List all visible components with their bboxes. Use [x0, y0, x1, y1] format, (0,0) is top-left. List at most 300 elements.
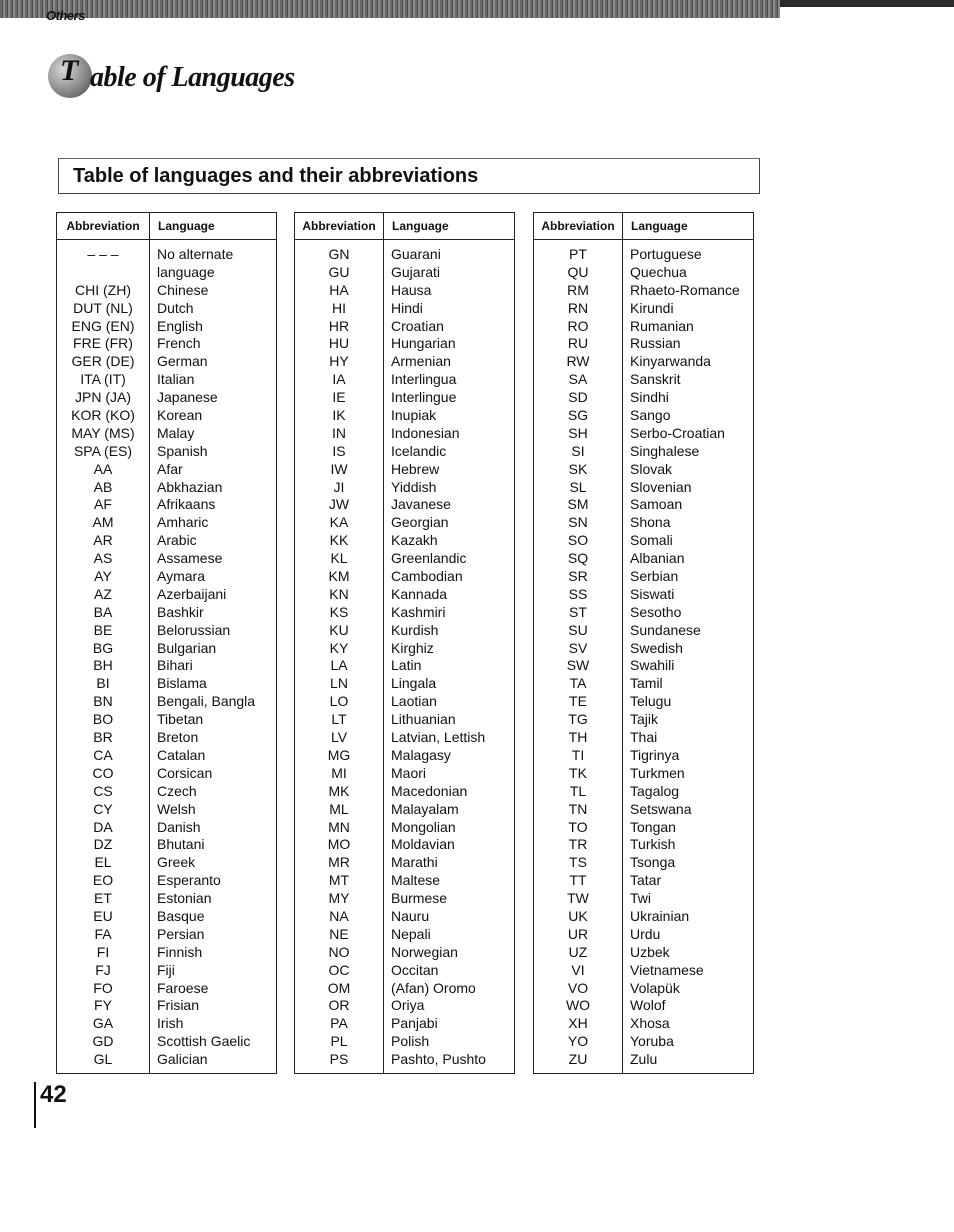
- abbreviation-cell: XH: [568, 1015, 588, 1032]
- abbreviation-cell: SV: [568, 639, 588, 656]
- table-body: [534, 240, 753, 1073]
- abbreviation-cell: CS: [93, 782, 113, 799]
- table-header: [534, 213, 753, 240]
- abbreviation-cell: FI: [96, 943, 110, 960]
- language-cell: Kannada: [391, 585, 448, 602]
- language-cell: Somali: [630, 532, 673, 549]
- abbreviation-cell: VO: [567, 979, 589, 996]
- abbreviation-cell: RU: [567, 335, 589, 352]
- language-cell: Swahili: [630, 657, 675, 674]
- abbreviation-cell: TK: [569, 764, 587, 781]
- abbreviation-cell: DA: [93, 818, 113, 835]
- language-cell: Afar: [157, 460, 183, 477]
- abbreviation-cell: IA: [332, 371, 346, 388]
- language-cell: Malagasy: [391, 746, 451, 763]
- language-cell: Urdu: [630, 925, 661, 942]
- language-cell: Quechua: [630, 263, 687, 280]
- language-table-3: [533, 212, 754, 1074]
- language-cell: Xhosa: [630, 1015, 670, 1032]
- abbreviation-cell: AR: [93, 532, 113, 549]
- abbreviation-cell: SN: [568, 514, 588, 531]
- language-cell: Dutch: [157, 299, 194, 316]
- abbreviation-cell: HR: [328, 317, 350, 334]
- language-cell: Scottish Gaelic: [157, 1033, 251, 1050]
- abbreviation-cell: KS: [329, 603, 349, 620]
- language-cell: Ukrainian: [630, 907, 690, 924]
- abbreviation-cell: AM: [92, 514, 114, 531]
- abbreviation-cell: AS: [93, 550, 113, 567]
- abbreviation-cell: AZ: [94, 585, 112, 602]
- abbreviation-cell: FO: [93, 979, 113, 996]
- abbreviation-cell: CO: [92, 764, 114, 781]
- language-cell: Interlingua: [391, 371, 457, 388]
- title-text: able of Languages: [90, 62, 295, 93]
- abbreviation-column: [295, 240, 384, 1073]
- abbreviation-cell: TA: [569, 675, 587, 692]
- language-cell: Bulgarian: [157, 639, 217, 656]
- language-cell: Estonian: [157, 890, 212, 907]
- language-cell: Italian: [157, 371, 195, 388]
- abbreviation-cell: RM: [567, 281, 589, 298]
- abbreviation-cell: MAY (MS): [71, 424, 135, 441]
- abbreviation-cell: MY: [328, 890, 350, 907]
- language-cell: Hungarian: [391, 335, 456, 352]
- abbreviation-cell: KOR (KO): [71, 407, 135, 424]
- abbreviation-cell: RW: [566, 353, 590, 370]
- language-cell: Amharic: [157, 514, 209, 531]
- language-cell: Gujarati: [391, 263, 441, 280]
- abbreviation-cell: HA: [329, 281, 349, 298]
- language-column: [384, 240, 486, 1073]
- language-cell: Galician: [157, 1051, 208, 1068]
- language-cell: Tagalog: [630, 782, 680, 799]
- language-cell: Azerbaijani: [157, 585, 227, 602]
- language-cell: Danish: [157, 818, 201, 835]
- abbreviation-cell: SW: [566, 657, 590, 674]
- language-cell: Kazakh: [391, 532, 438, 549]
- header-bar: [0, 0, 780, 18]
- abbreviation-cell: NA: [329, 907, 349, 924]
- language-cell: Kinyarwanda: [630, 353, 711, 370]
- abbreviation-cell: GU: [328, 263, 350, 280]
- language-cell: Afrikaans: [157, 496, 216, 513]
- abbreviation-cell: ENG (EN): [71, 317, 135, 334]
- abbreviation-cell: UK: [568, 907, 588, 924]
- language-cell: Bihari: [157, 657, 193, 674]
- abbreviation-cell: ITA (IT): [80, 371, 126, 388]
- abbreviation-cell: TO: [568, 818, 588, 835]
- language-cell: Marathi: [391, 854, 438, 871]
- language-cell: Hausa: [391, 281, 432, 298]
- abbreviation-cell: SR: [568, 568, 588, 585]
- abbreviation-cell: IK: [332, 407, 346, 424]
- abbreviation-cell: GD: [92, 1033, 114, 1050]
- abbreviation-cell: TH: [568, 729, 588, 746]
- language-cell: Javanese: [391, 496, 451, 513]
- language-cell: Frisian: [157, 997, 200, 1014]
- language-cell: Shona: [630, 514, 671, 531]
- language-cell: Aymara: [157, 568, 205, 585]
- abbreviation-cell: MR: [328, 854, 350, 871]
- abbreviation-cell: CHI (ZH): [75, 281, 131, 298]
- abbreviation-cell: SG: [567, 407, 589, 424]
- abbreviation-cell: FY: [94, 997, 112, 1014]
- language-cell: Macedonian: [391, 782, 468, 799]
- abbreviation-cell: OC: [328, 961, 350, 978]
- abbreviation-cell: RN: [567, 299, 589, 316]
- abbreviation-cell: SA: [568, 371, 588, 388]
- language-cell: Assamese: [157, 550, 223, 567]
- language-cell: Sindhi: [630, 389, 669, 406]
- language-cell: Sundanese: [630, 621, 701, 638]
- abbreviation-cell: GL: [93, 1051, 113, 1068]
- abbreviation-cell: RO: [567, 317, 589, 334]
- abbreviation-cell: AA: [93, 460, 113, 477]
- language-cell: Slovenian: [630, 478, 692, 495]
- language-cell: Sango: [630, 407, 671, 424]
- language-cell: Finnish: [157, 943, 203, 960]
- abbreviation-cell: JPN (JA): [75, 389, 131, 406]
- abbreviation-cell: SL: [569, 478, 587, 495]
- abbreviation-cell: KU: [329, 621, 349, 638]
- language-cell: Uzbek: [630, 943, 670, 960]
- abbreviation-cell: GA: [92, 1015, 114, 1032]
- language-cell: Greenlandic: [391, 550, 467, 567]
- abbreviation-cell: WO: [565, 997, 591, 1014]
- abbreviation-cell: SK: [568, 460, 588, 477]
- language-cell: Kirundi: [630, 299, 674, 316]
- abbreviation-cell: SU: [568, 621, 588, 638]
- page-number: 42: [40, 1081, 67, 1108]
- abbreviation-cell: AY: [94, 568, 112, 585]
- language-cell: Tajik: [630, 711, 659, 728]
- language-table-1: [56, 212, 277, 1074]
- abbreviation-cell: LN: [330, 675, 348, 692]
- section-label: Others: [46, 8, 85, 23]
- table-header: [295, 213, 514, 240]
- abbreviation-cell: BE: [93, 621, 113, 638]
- abbreviation-cell: SO: [567, 532, 589, 549]
- language-cell: Bengali, Bangla: [157, 693, 256, 710]
- language-cell: Zulu: [630, 1051, 658, 1068]
- language-cell: Pashto, Pushto: [391, 1051, 486, 1068]
- language-cell: Persian: [157, 925, 205, 942]
- abbreviation-cell: LT: [331, 711, 347, 728]
- abbreviation-cell: TR: [568, 836, 588, 853]
- abbreviation-cell: CY: [93, 800, 113, 817]
- abbreviation-cell: KM: [328, 568, 350, 585]
- language-cell: Vietnamese: [630, 961, 704, 978]
- language-cell: Nauru: [391, 907, 430, 924]
- language-cell: Malay: [157, 424, 195, 441]
- abbreviation-cell: HY: [329, 353, 349, 370]
- abbreviation-cell: OR: [328, 997, 350, 1014]
- abbreviation-cell: NO: [328, 943, 350, 960]
- table-header: [57, 213, 276, 240]
- abbreviation-cell: PA: [330, 1015, 348, 1032]
- abbreviation-cell: ET: [94, 890, 112, 907]
- language-cell: English: [157, 317, 203, 334]
- abbreviation-cell: – – –: [87, 246, 119, 262]
- abbreviation-cell: BG: [92, 639, 114, 656]
- language-cell: Portuguese: [630, 246, 702, 262]
- language-cell: Welsh: [157, 800, 196, 817]
- abbreviation-cell: SPA (ES): [73, 442, 133, 459]
- abbreviation-cell: HU: [328, 335, 350, 352]
- abbreviation-cell: HI: [332, 299, 346, 316]
- header-bar-right: [780, 0, 954, 7]
- language-cell: Lingala: [391, 675, 437, 692]
- language-cell: Spanish: [157, 442, 208, 459]
- language-cell: Turkmen: [630, 764, 685, 781]
- abbreviation-cell: FA: [94, 925, 112, 942]
- abbreviation-cell: PT: [569, 246, 587, 262]
- header-language: Language: [158, 219, 215, 233]
- language-cell: Cambodian: [391, 568, 463, 585]
- language-cell: Thai: [630, 729, 658, 746]
- language-cell: Tsonga: [630, 854, 676, 871]
- language-cell: Armenian: [391, 353, 451, 370]
- abbreviation-cell: TW: [567, 890, 589, 907]
- language-cell: Latvian, Lettish: [391, 729, 486, 746]
- language-cell: Kurdish: [391, 621, 439, 638]
- abbreviation-cell: IE: [332, 389, 346, 406]
- abbreviation-cell: UZ: [568, 943, 588, 960]
- language-cell: Wolof: [630, 997, 666, 1014]
- language-cell: Bhutani: [157, 836, 205, 853]
- language-cell: Polish: [391, 1033, 430, 1050]
- abbreviation-cell: KY: [329, 639, 349, 656]
- language-cell: French: [157, 335, 201, 352]
- abbreviation-cell: FJ: [95, 961, 111, 978]
- abbreviation-column: [57, 240, 150, 1073]
- section-title: Table of languages and their abbreviations: [73, 165, 479, 187]
- abbreviation-cell: TS: [569, 854, 587, 871]
- language-cell: Arabic: [157, 532, 197, 549]
- language-cell: Telugu: [630, 693, 672, 710]
- abbreviation-cell: IS: [332, 442, 346, 459]
- language-cell: Esperanto: [157, 872, 221, 889]
- language-cell: Norwegian: [391, 943, 458, 960]
- abbreviation-cell: BH: [93, 657, 113, 674]
- language-cell: Greek: [157, 854, 196, 871]
- abbreviation-cell: ZU: [568, 1051, 588, 1068]
- abbreviation-cell: VI: [571, 961, 585, 978]
- language-cell: Corsican: [157, 764, 213, 781]
- abbreviation-cell: IW: [330, 460, 348, 477]
- language-cell: Burmese: [391, 890, 448, 907]
- language-cell: Oriya: [391, 997, 425, 1014]
- language-cell: Rhaeto-Romance: [630, 281, 740, 298]
- abbreviation-cell: KK: [329, 532, 349, 549]
- abbreviation-cell: SI: [571, 442, 585, 459]
- abbreviation-cell: TE: [569, 693, 587, 710]
- language-cell: Tigrinya: [630, 746, 680, 763]
- language-column: [150, 240, 255, 1073]
- abbreviation-cell: SM: [567, 496, 589, 513]
- language-cell: Latin: [391, 657, 422, 674]
- abbreviation-cell: PL: [330, 1033, 348, 1050]
- language-cell: Indonesian: [391, 424, 460, 441]
- language-cell: Hebrew: [391, 460, 440, 477]
- abbreviation-cell: ST: [569, 603, 587, 620]
- abbreviation-cell: KL: [330, 550, 348, 567]
- language-cell: Malayalam: [391, 800, 459, 817]
- language-cell: Bislama: [157, 675, 207, 692]
- abbreviation-cell: [57, 264, 149, 282]
- language-cell: Tongan: [630, 818, 676, 835]
- abbreviation-cell: YO: [567, 1033, 589, 1050]
- language-cell: Samoan: [630, 496, 683, 513]
- language-cell: Japanese: [157, 389, 218, 406]
- abbreviation-cell: JW: [328, 496, 350, 513]
- language-cell: Georgian: [391, 514, 449, 531]
- language-column: [623, 240, 740, 1073]
- abbreviation-cell: AB: [93, 478, 113, 495]
- language-cell: No alternate: [157, 246, 234, 262]
- language-cell: Siswati: [630, 585, 675, 602]
- language-cell: Guarani: [391, 246, 441, 262]
- language-cell: Kashmiri: [391, 603, 446, 620]
- language-cell: Korean: [157, 407, 203, 424]
- header-abbreviation: Abbreviation: [57, 213, 150, 239]
- language-cell: Sanskrit: [630, 371, 681, 388]
- abbreviation-cell: MN: [328, 818, 350, 835]
- abbreviation-cell: MG: [327, 746, 351, 763]
- language-cell: Moldavian: [391, 836, 455, 853]
- abbreviation-cell: KN: [329, 585, 349, 602]
- language-cell: Tatar: [630, 872, 662, 889]
- language-cell: Maori: [391, 764, 427, 781]
- language-cell: Sesotho: [630, 603, 682, 620]
- abbreviation-cell: ML: [329, 800, 349, 817]
- abbreviation-cell: PS: [329, 1051, 349, 1068]
- abbreviation-cell: FRE (FR): [73, 335, 133, 352]
- abbreviation-cell: KA: [329, 514, 349, 531]
- abbreviation-cell: BO: [92, 711, 114, 728]
- language-cell: Singhalese: [630, 442, 700, 459]
- language-cell: Belorussian: [157, 621, 231, 638]
- language-cell: Russian: [630, 335, 681, 352]
- language-cell: Chinese: [157, 281, 209, 298]
- language-cell: Setswana: [630, 800, 692, 817]
- language-cell: Czech: [157, 782, 197, 799]
- header-abbreviation: Abbreviation: [534, 213, 623, 239]
- language-cell: Mongolian: [391, 818, 456, 835]
- abbreviation-cell: TL: [569, 782, 587, 799]
- abbreviation-cell: CA: [93, 746, 113, 763]
- language-cell: Catalan: [157, 746, 206, 763]
- abbreviation-cell: BN: [93, 693, 113, 710]
- table-body: [295, 240, 514, 1073]
- abbreviation-cell: QU: [567, 263, 589, 280]
- abbreviation-cell: SH: [568, 424, 588, 441]
- language-cell: Slovak: [630, 460, 673, 477]
- abbreviation-cell: LO: [329, 693, 349, 710]
- language-cell: (Afan) Oromo: [391, 979, 476, 996]
- language-cell: Interlingue: [391, 389, 457, 406]
- table-body: [57, 240, 276, 1073]
- title-initial: T: [60, 54, 79, 87]
- language-cell: Faroese: [157, 979, 209, 996]
- abbreviation-cell: BA: [93, 603, 113, 620]
- language-cell: Breton: [157, 729, 199, 746]
- language-cell: Laotian: [391, 693, 437, 710]
- language-cell: language: [157, 263, 215, 280]
- abbreviation-cell: MO: [327, 836, 351, 853]
- language-cell: Occitan: [391, 961, 439, 978]
- abbreviation-cell: BI: [96, 675, 110, 692]
- language-cell: Swedish: [630, 639, 683, 656]
- abbreviation-cell: DUT (NL): [73, 299, 133, 316]
- language-cell: Tibetan: [157, 711, 204, 728]
- abbreviation-cell: AF: [94, 496, 112, 513]
- language-cell: Nepali: [391, 925, 431, 942]
- abbreviation-cell: EU: [93, 907, 113, 924]
- language-cell: Twi: [630, 890, 651, 907]
- abbreviation-cell: NE: [329, 925, 349, 942]
- abbreviation-cell: EL: [94, 854, 112, 871]
- language-cell: Volapük: [630, 979, 680, 996]
- abbreviation-cell: LV: [330, 729, 348, 746]
- language-cell: Basque: [157, 907, 205, 924]
- section-heading-box: [58, 158, 760, 194]
- language-cell: Croatian: [391, 317, 444, 334]
- abbreviation-cell: DZ: [93, 836, 113, 853]
- language-cell: Rumanian: [630, 317, 694, 334]
- language-cell: Lithuanian: [391, 711, 456, 728]
- language-cell: Hindi: [391, 299, 423, 316]
- abbreviation-cell: MK: [328, 782, 350, 799]
- language-cell: Irish: [157, 1015, 184, 1032]
- abbreviation-cell: SD: [568, 389, 588, 406]
- language-cell: Abkhazian: [157, 478, 223, 495]
- abbreviation-cell: BR: [93, 729, 113, 746]
- language-cell: Tamil: [630, 675, 663, 692]
- abbreviation-cell: GER (DE): [71, 353, 135, 370]
- header-language: Language: [631, 219, 688, 233]
- abbreviation-cell: EO: [92, 872, 114, 889]
- language-cell: Kirghiz: [391, 639, 434, 656]
- language-cell: Maltese: [391, 872, 441, 889]
- language-cell: Turkish: [630, 836, 676, 853]
- language-cell: Albanian: [630, 550, 685, 567]
- language-cell: Serbo-Croatian: [630, 424, 725, 441]
- abbreviation-cell: TG: [568, 711, 588, 728]
- language-cell: Yiddish: [391, 478, 437, 495]
- abbreviation-cell: TI: [571, 746, 585, 763]
- language-cell: German: [157, 353, 208, 370]
- abbreviation-cell: UR: [567, 925, 589, 942]
- abbreviation-cell: TT: [569, 872, 587, 889]
- language-cell: Yoruba: [630, 1033, 674, 1050]
- abbreviation-cell: GN: [328, 246, 350, 262]
- language-cell: Inupiak: [391, 407, 437, 424]
- abbreviation-cell: SQ: [567, 550, 589, 567]
- abbreviation-cell: LA: [330, 657, 348, 674]
- language-cell: Panjabi: [391, 1015, 438, 1032]
- abbreviation-cell: IN: [332, 424, 346, 441]
- language-cell: Fiji: [157, 961, 175, 978]
- abbreviation-cell: SS: [568, 585, 588, 602]
- abbreviation-cell: TN: [568, 800, 588, 817]
- abbreviation-column: [534, 240, 623, 1073]
- language-table-2: [294, 212, 515, 1074]
- header-abbreviation: Abbreviation: [295, 213, 384, 239]
- abbreviation-cell: MT: [328, 872, 350, 889]
- abbreviation-cell: JI: [333, 478, 345, 495]
- page-number-rule: [34, 1082, 36, 1128]
